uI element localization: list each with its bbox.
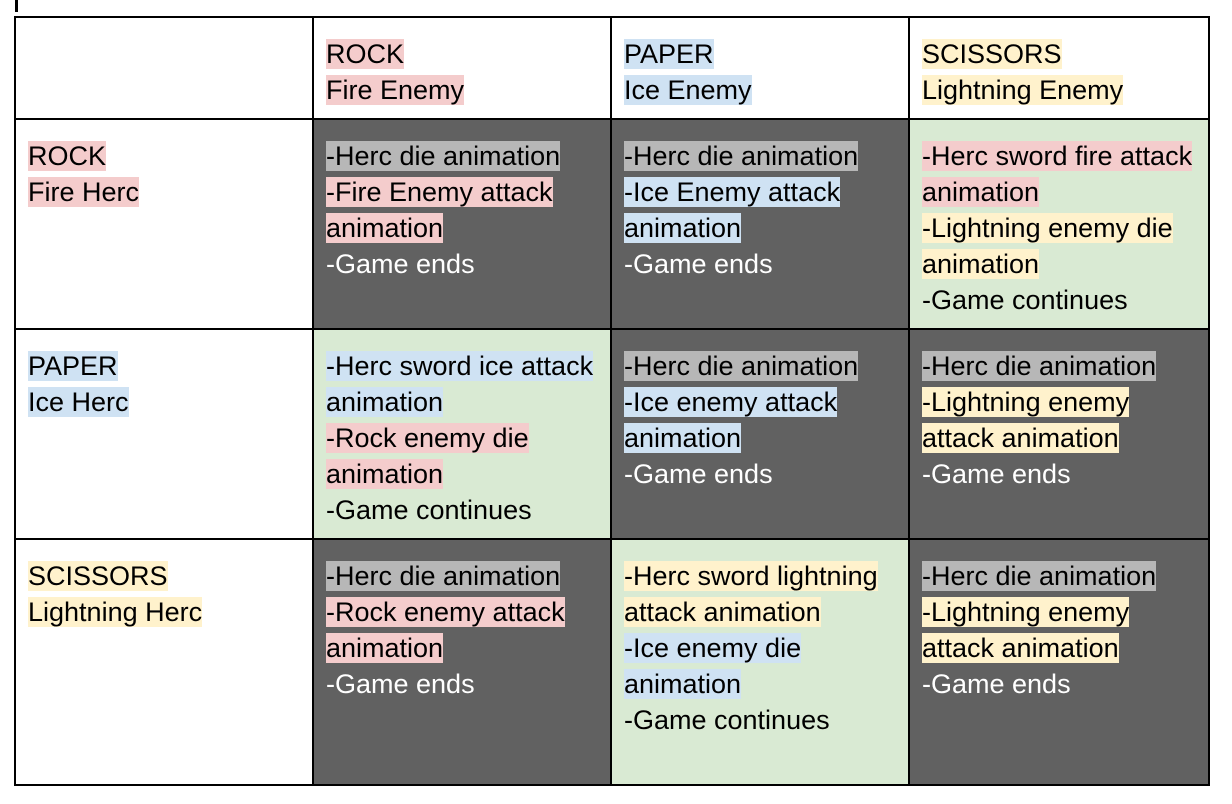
outcome-cell-lose: [909, 539, 1209, 785]
outcome-line: -Herc sword ice attack animation: [326, 351, 594, 417]
column-header-sub: Lightning Enemy: [922, 75, 1124, 105]
outcome-cell-win: [313, 329, 611, 539]
column-header-name: SCISSORS: [922, 39, 1062, 69]
outcome-cell-lose: [909, 329, 1209, 539]
outcome-line: -Ice enemy attack animation: [624, 387, 838, 453]
outcome-line: -Ice enemy die animation: [624, 633, 802, 699]
row-header-sub: Fire Herc: [28, 177, 140, 207]
column-header-rock: [313, 17, 611, 119]
outcome-line: -Lightning enemy die animation: [922, 213, 1173, 279]
row-header-name: PAPER: [28, 351, 118, 381]
outcome-line: -Herc sword lightning attack animation: [624, 561, 878, 627]
outcome-line: -Herc die animation: [922, 351, 1157, 381]
outcome-line: -Rock enemy attack animation: [326, 597, 565, 663]
outcome-line: -Game continues: [624, 705, 830, 735]
column-header-name: ROCK: [326, 39, 405, 69]
outcome-line: -Herc die animation: [326, 561, 561, 591]
outcome-line: -Herc sword fire attack animation: [922, 141, 1193, 207]
outcome-cell-lose: [313, 539, 611, 785]
outcome-line: -Game ends: [326, 249, 475, 279]
outcome-line: -Game ends: [922, 459, 1071, 489]
outcome-cell-lose: [611, 119, 909, 329]
header-row: [15, 17, 1209, 119]
outcome-line: -Game continues: [922, 285, 1128, 315]
row-header-scissors: [15, 539, 313, 785]
outcome-line: -Herc die animation: [326, 141, 561, 171]
outcome-matrix-table: [14, 16, 1210, 786]
row-header-sub: Ice Herc: [28, 387, 129, 417]
outcome-line: -Game ends: [922, 669, 1071, 699]
outcome-line: -Game ends: [624, 249, 773, 279]
column-header-paper: [611, 17, 909, 119]
outcome-line: -Game ends: [326, 669, 475, 699]
outcome-line: -Herc die animation: [624, 351, 859, 381]
row-header-rock: [15, 119, 313, 329]
corner-cell: [15, 17, 313, 119]
outcome-line: -Herc die animation: [624, 141, 859, 171]
outcome-line: -Herc die animation: [922, 561, 1157, 591]
outcome-cell-lose: [611, 329, 909, 539]
row-header-name: SCISSORS: [28, 561, 168, 591]
table-row: [15, 329, 1209, 539]
matrix-body: [15, 17, 1209, 785]
column-header-scissors: [909, 17, 1209, 119]
outcome-cell-win: [909, 119, 1209, 329]
column-header-sub: Ice Enemy: [624, 75, 752, 105]
row-header-paper: [15, 329, 313, 539]
outcome-line: -Lightning enemy attack animation: [922, 597, 1130, 663]
column-header-name: PAPER: [624, 39, 714, 69]
table-row: [15, 539, 1209, 785]
table-row: [15, 119, 1209, 329]
outcome-line: -Lightning enemy attack animation: [922, 387, 1130, 453]
row-header-name: ROCK: [28, 141, 107, 171]
outcome-line: -Rock enemy die animation: [326, 423, 529, 489]
outcome-line: -Fire Enemy attack animation: [326, 177, 553, 243]
column-header-sub: Fire Enemy: [326, 75, 465, 105]
text-cursor: [15, 0, 18, 12]
outcome-line: -Ice Enemy attack animation: [624, 177, 841, 243]
outcome-line: -Game ends: [624, 459, 773, 489]
outcome-line: -Game continues: [326, 495, 532, 525]
outcome-cell-lose: [313, 119, 611, 329]
outcome-cell-win: [611, 539, 909, 785]
row-header-sub: Lightning Herc: [28, 597, 203, 627]
